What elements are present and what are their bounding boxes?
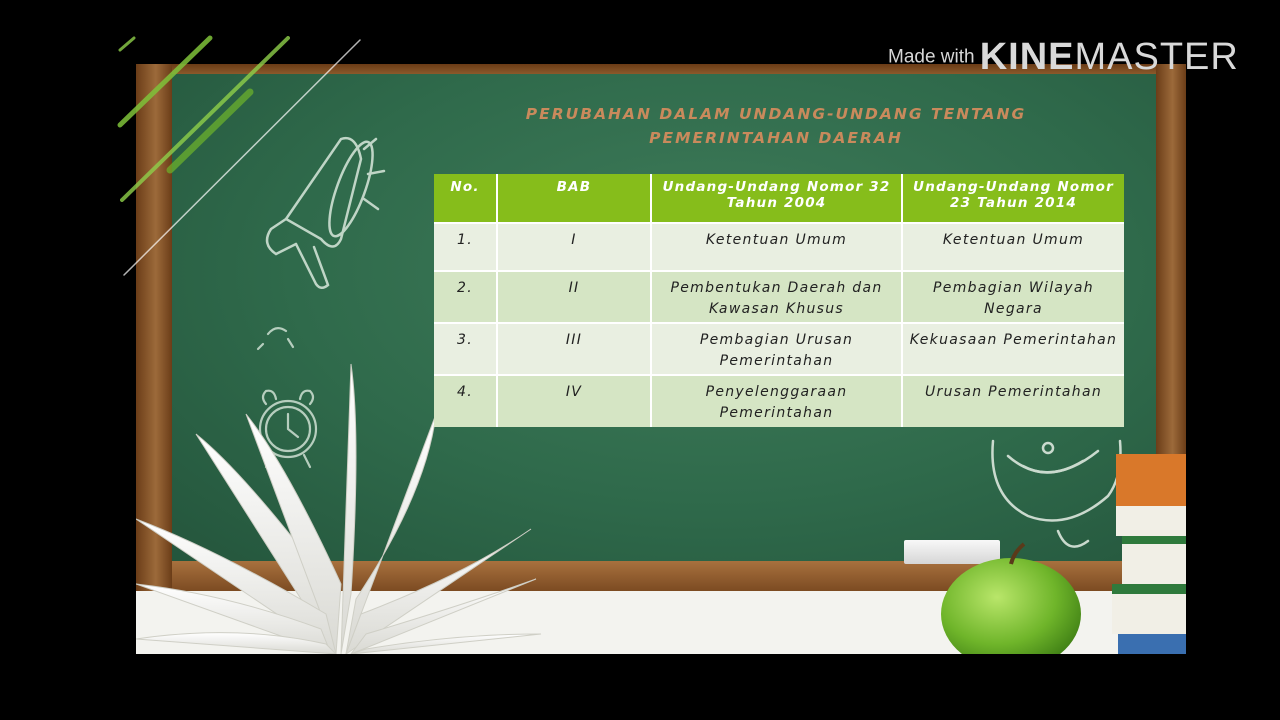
cell-uu-2004: Penyelenggaraan Pemerintahan bbox=[651, 375, 902, 427]
slide-title-line-2: PEMERINTAHAN DAERAH bbox=[649, 129, 903, 147]
watermark-brand bbox=[979, 36, 1239, 78]
header-no: No. bbox=[434, 174, 497, 223]
cell-no: 4. bbox=[434, 375, 497, 427]
cell-uu-2004: Ketentuan Umum bbox=[651, 223, 902, 271]
book-stack-icon bbox=[1104, 444, 1186, 654]
header-bab: BAB bbox=[497, 174, 651, 223]
table-header-row bbox=[434, 174, 1124, 223]
watermark-prefix: Made with bbox=[888, 46, 975, 68]
cell-bab: IV bbox=[497, 375, 651, 427]
cell-no: 3. bbox=[434, 323, 497, 375]
cell-uu-2014: Pembagian Wilayah Negara bbox=[902, 271, 1124, 323]
header-uu-2004: Undang-Undang Nomor 32 Tahun 2004 bbox=[651, 174, 902, 223]
watermark-brand-light: MASTER bbox=[1074, 36, 1239, 78]
watermark-brand-bold: KINE bbox=[979, 36, 1075, 78]
cell-uu-2004: Pembagian Urusan Pemerintahan bbox=[651, 323, 902, 375]
cell-uu-2014: Urusan Pemerintahan bbox=[902, 375, 1124, 427]
table-row bbox=[434, 271, 1124, 323]
cell-bab: II bbox=[497, 271, 651, 323]
header-uu-2014: Undang-Undang Nomor 23 Tahun 2014 bbox=[902, 174, 1124, 223]
cell-uu-2014: Kekuasaan Pemerintahan bbox=[902, 323, 1124, 375]
cell-bab: III bbox=[497, 323, 651, 375]
slide-title-line-1: PERUBAHAN DALAM UNDANG-UNDANG TENTANG bbox=[525, 105, 1027, 123]
cell-uu-2004: Pembentukan Daerah dan Kawasan Khusus bbox=[651, 271, 902, 323]
light-streaks-icon bbox=[110, 30, 380, 290]
slide-title bbox=[506, 102, 1046, 150]
cell-bab: I bbox=[497, 223, 651, 271]
cell-no: 1. bbox=[434, 223, 497, 271]
table-row bbox=[434, 323, 1124, 375]
cell-uu-2014: Ketentuan Umum bbox=[902, 223, 1124, 271]
green-apple-icon bbox=[936, 542, 1086, 654]
table-row bbox=[434, 375, 1124, 427]
comparison-table bbox=[434, 174, 1124, 427]
kinemaster-watermark bbox=[888, 36, 1258, 76]
cell-no: 2. bbox=[434, 271, 497, 323]
table-row bbox=[434, 223, 1124, 271]
